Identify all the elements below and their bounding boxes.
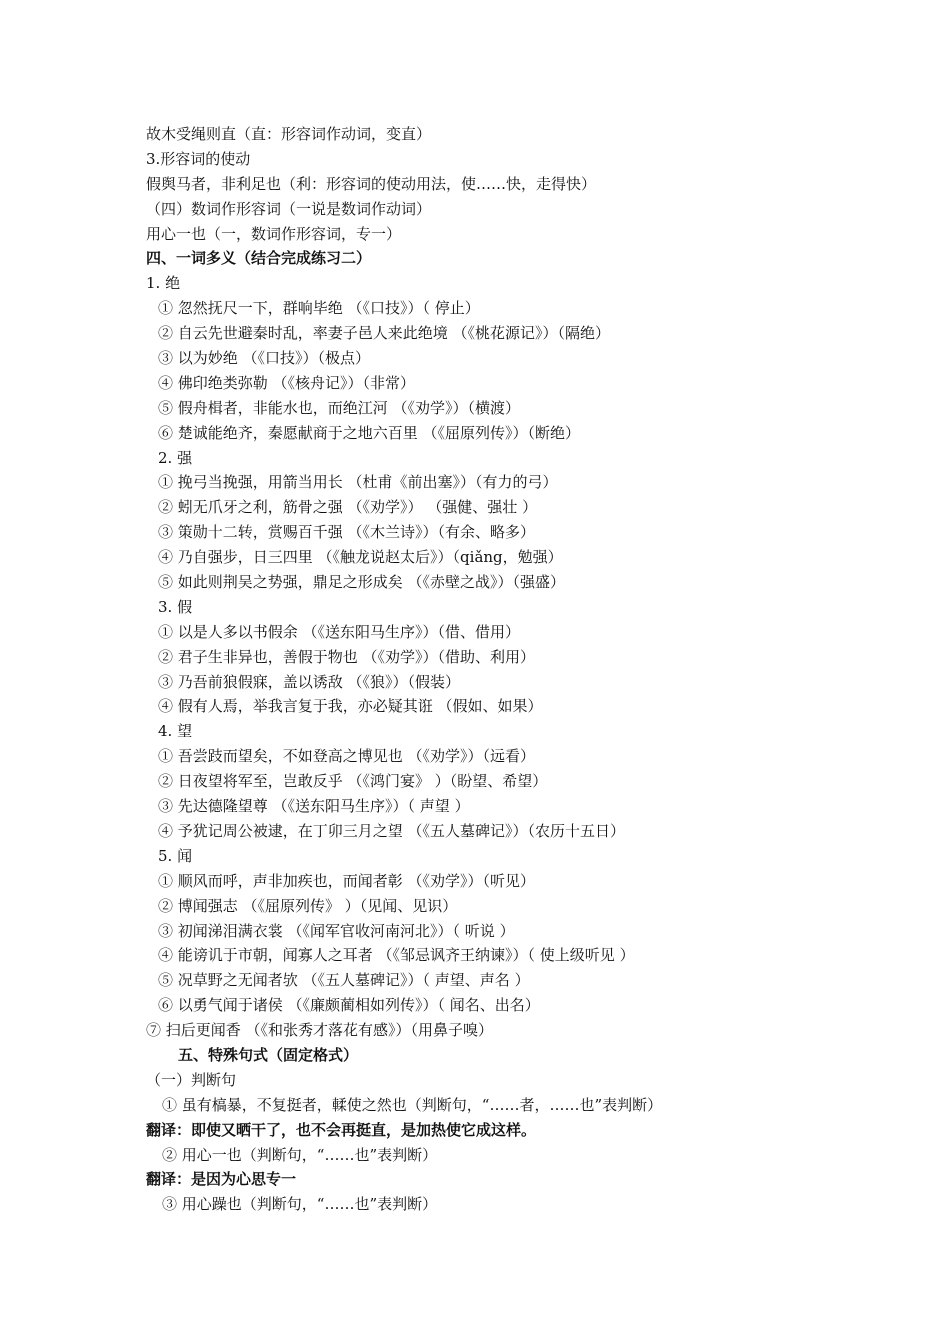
text-line: 假舆马者，非利足也（利：形容词的使动用法，使……快，走得快）	[146, 174, 597, 193]
text-line: ② 蚓无爪牙之利，筋骨之强 （《劝学》） （强健、强壮 ）	[158, 498, 538, 517]
text-line: 1. 绝	[146, 274, 181, 293]
text-line: ⑤ 况草野之无闻者欤 （《五人墓碑记》）（ 声望、声名 ）	[158, 971, 530, 990]
text-line: 3.形容词的使动	[146, 149, 251, 168]
text-line: ① 虽有槁暴，不复挺者，輮使之然也（判断句，“……者，……也”表判断）	[162, 1095, 663, 1114]
heading-line: 翻译：即使又晒干了，也不会再挺直，是加热使它成这样。	[146, 1120, 537, 1139]
document-page	[0, 122, 950, 1217]
text-line: ② 博闻强志 （《屈原列传》 ）（见闻、见识）	[158, 896, 458, 915]
text-line: 故木受绳则直（直：形容词作动词，变直）	[146, 125, 432, 143]
text-line: 4. 望	[158, 722, 193, 741]
text-line: ② 君子生非异也，善假于物也 （《劝学》）（借助、利用）	[158, 647, 536, 666]
text-line: ④ 乃自强步，日三四里 （《触龙说赵太后》）（qiǎng，勉强）	[158, 548, 563, 567]
text-line: ⑦ 扫后更闻香 （《和张秀才落花有感》）（用鼻子嗅）	[146, 1021, 494, 1040]
text-line: 5. 闻	[158, 846, 193, 865]
text-line: 3. 假	[158, 597, 193, 616]
text-line: ③ 先达德隆望尊 （《送东阳马生序》）（ 声望 ）	[158, 797, 470, 816]
text-line: ③ 用心躁也（判断句，“……也”表判断）	[162, 1195, 438, 1214]
heading-line: 翻译：是因为心思专一	[146, 1170, 297, 1189]
text-line: ⑤ 假舟楫者，非能水也，而绝江河 （《劝学》）（横渡）	[158, 398, 521, 417]
text-line: ① 忽然抚尺一下，群响毕绝 （《口技》）（ 停止）	[158, 299, 480, 318]
text-line: （四）数词作形容词（一说是数词作动词）	[146, 199, 432, 218]
text-line: ⑥ 楚诚能绝齐，秦愿献商于之地六百里 （《屈原列传》）（断绝）	[158, 423, 581, 442]
text-line: ③ 乃吾前狼假寐，盖以诱敌 （《狼》）（假装）	[158, 672, 461, 691]
text-line: ④ 佛印绝类弥勒 （《核舟记》）（非常）	[158, 373, 416, 392]
text-line: ④ 假有人焉，举我言复于我，亦必疑其诳 （假如、如果）	[158, 697, 543, 716]
text-line: 2. 强	[158, 448, 193, 467]
text-line: ④ 能谤讥于市朝，闻寡人之耳者 （《邹忌讽齐王纳谏》）（ 使上级听见 ）	[158, 946, 635, 965]
text-line: ⑥ 以勇气闻于诸侯 （《廉颇蔺相如列传》）（ 闻名、出名）	[158, 996, 540, 1015]
heading-line: 四、一词多义（结合完成练习二）	[146, 249, 372, 268]
text-line: ② 用心一也（判断句，“……也”表判断）	[162, 1145, 438, 1164]
text-line: 用心一也（一，数词作形容词，专一）	[146, 224, 402, 243]
text-line: ① 挽弓当挽强，用箭当用长 （杜甫《前出塞》）（有力的弓）	[158, 473, 558, 492]
text-line: （一）判断句	[146, 1070, 237, 1089]
text-line: ③ 策勋十二转，赏赐百千强 （《木兰诗》）（有余、略多）	[158, 523, 536, 542]
text-line: ② 日夜望将军至，岂敢反乎 （《鸿门宴》 ）（盼望、希望）	[158, 772, 548, 791]
text-line: ④ 予犹记周公被逮，在丁卯三月之望 （《五人墓碑记》）（农历十五日）	[158, 821, 626, 840]
text-line: ① 以是人多以书假余 （《送东阳马生序》）（借、借用）	[158, 622, 521, 641]
text-line: ① 吾尝跂而望矣，不如登高之博见也 （《劝学》）（远看）	[158, 747, 536, 766]
text-line: ③ 初闻涕泪满衣裳 （《闻军官收河南河北》）（ 听说 ）	[158, 921, 515, 940]
heading-line: 五、特殊句式（固定格式）	[178, 1045, 359, 1064]
text-line: ② 自云先世避秦时乱，率妻子邑人来此绝境 （《桃花源记》）（隔绝）	[158, 324, 611, 343]
text-line: ⑤ 如此则荆吴之势强，鼎足之形成矣 （《赤壁之战》）（强盛）	[158, 573, 566, 592]
text-line: ③ 以为妙绝 （《口技》）（极点）	[158, 349, 371, 368]
text-line: ① 顺风而呼，声非加疾也，而闻者彰 （《劝学》）（听见）	[158, 871, 536, 890]
